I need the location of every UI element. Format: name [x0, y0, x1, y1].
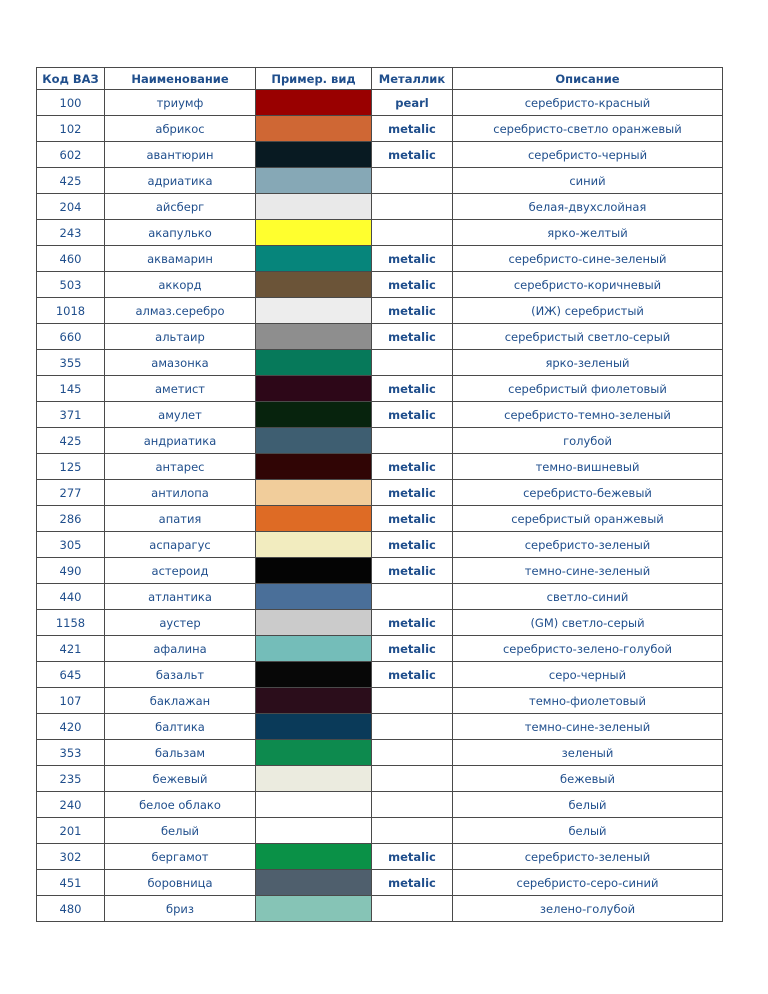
cell-metallic: metalic	[372, 324, 453, 350]
cell-metallic	[372, 584, 453, 610]
cell-name: айсберг	[105, 194, 256, 220]
cell-description: светло-синий	[453, 584, 723, 610]
cell-swatch	[256, 168, 372, 194]
table-row	[37, 272, 723, 298]
cell-metallic: metalic	[372, 610, 453, 636]
table-row	[37, 454, 723, 480]
table-row	[37, 376, 723, 402]
header-description: Описание	[453, 68, 723, 90]
cell-swatch	[256, 116, 372, 142]
cell-code: 145	[37, 376, 105, 402]
cell-name: антарес	[105, 454, 256, 480]
cell-name: бриз	[105, 896, 256, 922]
table-row	[37, 766, 723, 792]
cell-code: 353	[37, 740, 105, 766]
cell-name: баклажан	[105, 688, 256, 714]
cell-swatch	[256, 662, 372, 688]
table-row	[37, 90, 723, 116]
vaz-color-table	[36, 67, 723, 922]
table-row	[37, 558, 723, 584]
cell-swatch	[256, 220, 372, 246]
table-row	[37, 688, 723, 714]
cell-code: 440	[37, 584, 105, 610]
table-header	[37, 68, 723, 90]
cell-name: бергамот	[105, 844, 256, 870]
cell-description: голубой	[453, 428, 723, 454]
cell-metallic: metalic	[372, 506, 453, 532]
header-metallic: Металлик	[372, 68, 453, 90]
table-row	[37, 636, 723, 662]
table-row	[37, 792, 723, 818]
cell-description: серебристо-зелено-голубой	[453, 636, 723, 662]
cell-description: (GM) светло-серый	[453, 610, 723, 636]
cell-code: 305	[37, 532, 105, 558]
cell-metallic: metalic	[372, 844, 453, 870]
cell-code: 425	[37, 428, 105, 454]
cell-swatch	[256, 818, 372, 844]
cell-code: 480	[37, 896, 105, 922]
cell-name: апатия	[105, 506, 256, 532]
cell-swatch	[256, 194, 372, 220]
cell-metallic: metalic	[372, 558, 453, 584]
cell-name: абрикос	[105, 116, 256, 142]
cell-description: зелено-голубой	[453, 896, 723, 922]
header-code: Код ВАЗ	[37, 68, 105, 90]
cell-swatch	[256, 90, 372, 116]
table-row	[37, 896, 723, 922]
cell-description: серебристо-сине-зеленый	[453, 246, 723, 272]
cell-code: 235	[37, 766, 105, 792]
cell-swatch	[256, 688, 372, 714]
cell-swatch	[256, 740, 372, 766]
cell-metallic	[372, 792, 453, 818]
cell-swatch	[256, 584, 372, 610]
cell-metallic: metalic	[372, 636, 453, 662]
cell-description: темно-сине-зеленый	[453, 714, 723, 740]
table-row	[37, 740, 723, 766]
cell-description: синий	[453, 168, 723, 194]
cell-metallic: metalic	[372, 480, 453, 506]
cell-name: алмаз.серебро	[105, 298, 256, 324]
cell-name: балтика	[105, 714, 256, 740]
cell-metallic: metalic	[372, 376, 453, 402]
table-row	[37, 350, 723, 376]
cell-swatch	[256, 480, 372, 506]
header-sample: Пример. вид	[256, 68, 372, 90]
cell-metallic	[372, 168, 453, 194]
cell-swatch	[256, 844, 372, 870]
table-row	[37, 714, 723, 740]
cell-name: амулет	[105, 402, 256, 428]
table-row	[37, 662, 723, 688]
cell-metallic: metalic	[372, 402, 453, 428]
table-row	[37, 844, 723, 870]
cell-metallic	[372, 896, 453, 922]
table-row	[37, 506, 723, 532]
cell-code: 286	[37, 506, 105, 532]
cell-description: белый	[453, 792, 723, 818]
table-row	[37, 168, 723, 194]
cell-metallic: metalic	[372, 662, 453, 688]
table-row	[37, 116, 723, 142]
table-row	[37, 610, 723, 636]
table-row	[37, 402, 723, 428]
cell-metallic	[372, 194, 453, 220]
table-row	[37, 324, 723, 350]
cell-code: 451	[37, 870, 105, 896]
table-row	[37, 142, 723, 168]
cell-code: 107	[37, 688, 105, 714]
cell-metallic	[372, 688, 453, 714]
cell-name: аккорд	[105, 272, 256, 298]
cell-metallic: pearl	[372, 90, 453, 116]
cell-code: 201	[37, 818, 105, 844]
cell-metallic	[372, 818, 453, 844]
cell-description: бежевый	[453, 766, 723, 792]
table-row	[37, 220, 723, 246]
cell-swatch	[256, 376, 372, 402]
cell-code: 371	[37, 402, 105, 428]
cell-swatch	[256, 428, 372, 454]
cell-metallic: metalic	[372, 246, 453, 272]
cell-description: серо-черный	[453, 662, 723, 688]
cell-metallic: metalic	[372, 870, 453, 896]
cell-code: 503	[37, 272, 105, 298]
cell-swatch	[256, 402, 372, 428]
cell-name: атлантика	[105, 584, 256, 610]
table-row	[37, 870, 723, 896]
cell-code: 602	[37, 142, 105, 168]
cell-name: бежевый	[105, 766, 256, 792]
cell-code: 421	[37, 636, 105, 662]
cell-description: серебристо-темно-зеленый	[453, 402, 723, 428]
cell-description: серебристо-красный	[453, 90, 723, 116]
cell-swatch	[256, 558, 372, 584]
table-row	[37, 428, 723, 454]
cell-code: 277	[37, 480, 105, 506]
cell-description: белая-двухслойная	[453, 194, 723, 220]
cell-name: антилопа	[105, 480, 256, 506]
table-row	[37, 584, 723, 610]
cell-description: серебристый фиолетовый	[453, 376, 723, 402]
cell-metallic: metalic	[372, 116, 453, 142]
cell-name: базальт	[105, 662, 256, 688]
cell-code: 490	[37, 558, 105, 584]
cell-swatch	[256, 272, 372, 298]
cell-swatch	[256, 142, 372, 168]
cell-swatch	[256, 350, 372, 376]
cell-description: белый	[453, 818, 723, 844]
cell-description: серебристо-светло оранжевый	[453, 116, 723, 142]
cell-description: серебристый оранжевый	[453, 506, 723, 532]
cell-metallic	[372, 220, 453, 246]
table-row	[37, 194, 723, 220]
cell-code: 243	[37, 220, 105, 246]
cell-description: зеленый	[453, 740, 723, 766]
cell-swatch	[256, 896, 372, 922]
cell-code: 355	[37, 350, 105, 376]
cell-code: 660	[37, 324, 105, 350]
cell-name: афалина	[105, 636, 256, 662]
cell-name: белое облако	[105, 792, 256, 818]
cell-name: триумф	[105, 90, 256, 116]
cell-swatch	[256, 298, 372, 324]
cell-code: 1158	[37, 610, 105, 636]
cell-code: 645	[37, 662, 105, 688]
cell-swatch	[256, 792, 372, 818]
cell-code: 420	[37, 714, 105, 740]
cell-metallic	[372, 740, 453, 766]
cell-swatch	[256, 246, 372, 272]
cell-name: аустер	[105, 610, 256, 636]
cell-name: андриатика	[105, 428, 256, 454]
cell-name: аспарагус	[105, 532, 256, 558]
cell-swatch	[256, 636, 372, 662]
cell-metallic	[372, 766, 453, 792]
cell-description: темно-сине-зеленый	[453, 558, 723, 584]
table-row	[37, 246, 723, 272]
cell-name: боровница	[105, 870, 256, 896]
header-row	[37, 68, 723, 90]
cell-description: темно-фиолетовый	[453, 688, 723, 714]
cell-swatch	[256, 506, 372, 532]
cell-name: акапулько	[105, 220, 256, 246]
cell-description: серебристый светло-серый	[453, 324, 723, 350]
cell-name: белый	[105, 818, 256, 844]
cell-code: 125	[37, 454, 105, 480]
cell-code: 204	[37, 194, 105, 220]
cell-swatch	[256, 870, 372, 896]
table-row	[37, 480, 723, 506]
table-body	[37, 90, 723, 922]
cell-description: темно-вишневый	[453, 454, 723, 480]
cell-description: серебристо-бежевый	[453, 480, 723, 506]
cell-name: авантюрин	[105, 142, 256, 168]
cell-name: аметист	[105, 376, 256, 402]
cell-metallic: metalic	[372, 298, 453, 324]
cell-code: 240	[37, 792, 105, 818]
table-row	[37, 532, 723, 558]
cell-description: ярко-желтый	[453, 220, 723, 246]
cell-description: серебристо-коричневый	[453, 272, 723, 298]
cell-description: серебристо-зеленый	[453, 532, 723, 558]
cell-description: ярко-зеленый	[453, 350, 723, 376]
cell-metallic: metalic	[372, 272, 453, 298]
cell-description: серебристо-зеленый	[453, 844, 723, 870]
cell-name: астероид	[105, 558, 256, 584]
table-row	[37, 818, 723, 844]
cell-name: бальзам	[105, 740, 256, 766]
cell-swatch	[256, 532, 372, 558]
cell-description: серебристо-черный	[453, 142, 723, 168]
cell-code: 425	[37, 168, 105, 194]
header-name: Наименование	[105, 68, 256, 90]
cell-name: адриатика	[105, 168, 256, 194]
cell-description: серебристо-серо-синий	[453, 870, 723, 896]
cell-name: амазонка	[105, 350, 256, 376]
cell-metallic	[372, 350, 453, 376]
table-row	[37, 298, 723, 324]
cell-code: 100	[37, 90, 105, 116]
cell-swatch	[256, 454, 372, 480]
cell-metallic	[372, 714, 453, 740]
cell-swatch	[256, 324, 372, 350]
cell-metallic: metalic	[372, 532, 453, 558]
cell-code: 302	[37, 844, 105, 870]
cell-name: альтаир	[105, 324, 256, 350]
cell-code: 1018	[37, 298, 105, 324]
cell-code: 460	[37, 246, 105, 272]
cell-metallic: metalic	[372, 142, 453, 168]
cell-swatch	[256, 714, 372, 740]
cell-code: 102	[37, 116, 105, 142]
cell-description: (ИЖ) серебристый	[453, 298, 723, 324]
cell-swatch	[256, 610, 372, 636]
cell-name: аквамарин	[105, 246, 256, 272]
cell-metallic	[372, 428, 453, 454]
cell-swatch	[256, 766, 372, 792]
cell-metallic: metalic	[372, 454, 453, 480]
